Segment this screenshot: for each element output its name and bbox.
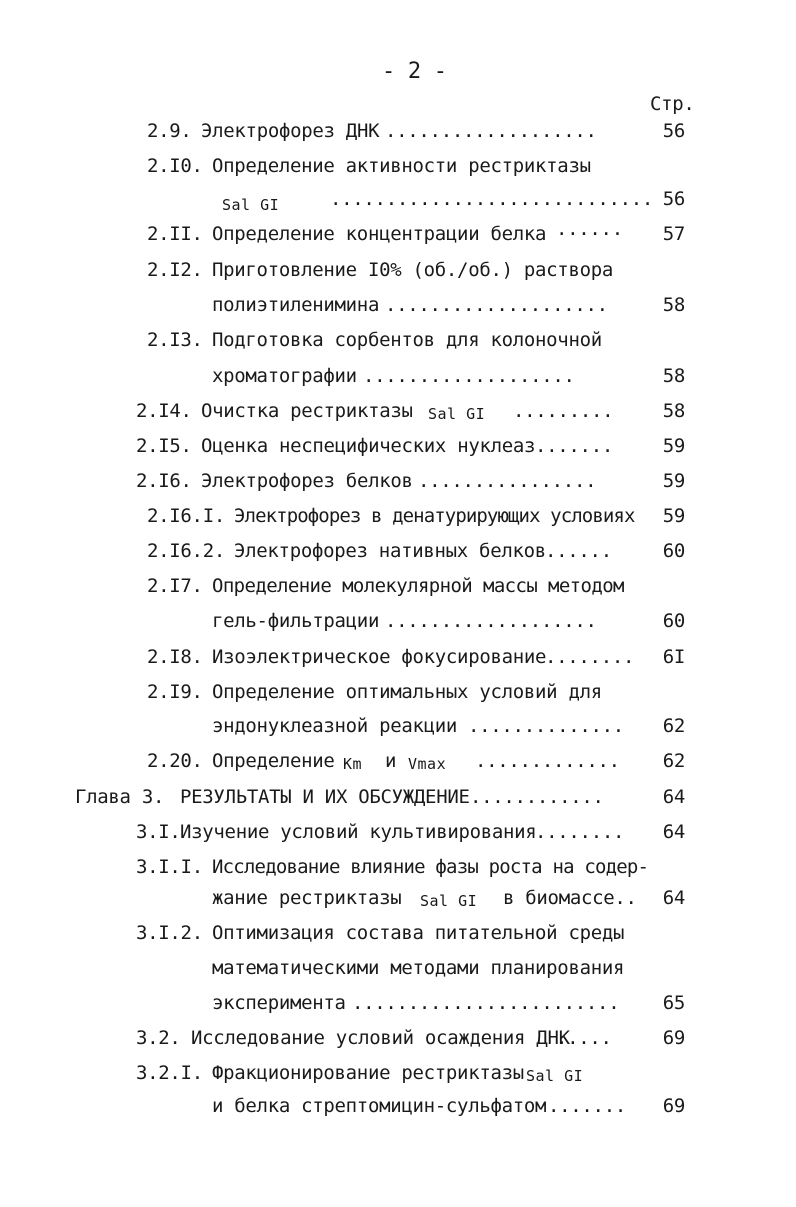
toc-entry-title: Оценка неспецифических нуклеаз: [201, 435, 536, 457]
toc-entry-page: 64: [662, 887, 685, 909]
toc-entry-title: Исследование влияние фазы роста на содер-: [212, 856, 649, 878]
toc-entry-num: 2.I6.: [136, 470, 192, 492]
chapter-label: Глава 3.: [75, 786, 165, 808]
toc-entry-num: 3.I.2.: [136, 922, 203, 944]
toc-leader-dots: ...................: [385, 120, 597, 142]
toc-entry-title: Изучение условий культивирования: [180, 821, 537, 843]
toc-entry-subtitle: Km: [343, 755, 363, 773]
toc-entry-title: и: [385, 750, 397, 772]
toc-entry-title: жание рестриктазы: [212, 887, 402, 909]
toc-entry-title: математическими методами планирования: [212, 957, 625, 979]
toc-entry-page: 56: [662, 120, 685, 142]
toc-entry-page: 69: [662, 1027, 685, 1049]
toc-entry-title: Изоэлектрическое фокусирование: [212, 646, 547, 668]
toc-entry-subtitle: Sal GI: [222, 196, 280, 214]
toc-entry-title: в биомассе..: [503, 887, 637, 909]
toc-leader-dots: ........: [545, 646, 635, 668]
toc-entry-title: гель-фильтрации: [212, 610, 380, 632]
toc-entry-subtitle: Sal GI: [526, 1067, 584, 1085]
toc-entry-num: 2.I3.: [147, 329, 203, 351]
toc-leader-dots: ......: [545, 540, 612, 562]
toc-leader-dots: .............................: [330, 188, 654, 210]
toc-entry-num: 2.I4.: [136, 400, 192, 422]
toc-leader-dots: ....................: [385, 294, 608, 316]
toc-entry-title: Фракционирование рестриктазы: [212, 1062, 524, 1084]
toc-entry-num: 2.I0.: [147, 155, 203, 177]
toc-entry-page: 58: [662, 400, 685, 422]
toc-entry-title: Определение оптимальных условий для: [212, 681, 602, 703]
toc-entry-title: Определение активности рестриктазы: [212, 155, 591, 177]
toc-entry-page: 6I: [662, 646, 685, 668]
toc-leader-dots: ............: [470, 786, 604, 808]
toc-entry-page: 64: [662, 821, 685, 843]
toc-entry-subtitle: Vmax: [408, 755, 447, 773]
page-number: - 2 -: [382, 59, 447, 84]
toc-entry-num: 2.9.: [147, 120, 192, 142]
toc-entry-title: и белка стрептомицин-сульфатом: [212, 1095, 547, 1117]
toc-entry-page: 58: [662, 294, 685, 316]
toc-leader-dots: .........: [513, 400, 614, 422]
toc-leader-dots: ........: [535, 821, 625, 843]
toc-leader-dots: ...................: [363, 365, 575, 387]
toc-entry-num: 2.I6.I.: [147, 505, 225, 527]
toc-entry-num: 2.II.: [147, 223, 203, 245]
toc-entry-num: 2.I8.: [147, 646, 203, 668]
toc-entry-page: 59: [662, 505, 685, 527]
toc-entry-title: Электрофорез ДНК: [201, 120, 380, 142]
toc-entry-page: 62: [662, 715, 685, 737]
toc-entry-title: Приготовление I0% (об./об.) раствора: [212, 259, 614, 281]
toc-entry-num: 2.I7.: [147, 575, 203, 597]
chapter-title: РЕЗУЛЬТАТЫ И ИХ ОБСУЖДЕНИЕ: [180, 786, 470, 808]
toc-entry-title: Определение концентрации белка: [212, 223, 547, 245]
toc-entry-title: Оптимизация состава питательной среды: [212, 922, 625, 944]
toc-entry-page: 56: [662, 188, 685, 210]
toc-leader-dots: .......: [548, 1095, 626, 1117]
toc-leader-dots: .......: [535, 435, 613, 457]
toc-entry-title: Подготовка сорбентов для колоночной: [212, 329, 602, 351]
toc-entry-page: 57: [662, 223, 685, 245]
toc-entry-page: 58: [662, 365, 685, 387]
toc-entry-num: 2.I9.: [147, 681, 203, 703]
toc-entry-num: 3.I.I.: [136, 856, 203, 878]
toc-entry-page: 69: [662, 1095, 685, 1117]
toc-leader-dots: .....: [556, 1027, 612, 1049]
toc-entry-title: полиэтиленимина: [212, 294, 380, 316]
toc-entry-num: 3.I.: [136, 821, 181, 843]
toc-entry-title: эксперимента: [212, 992, 346, 1014]
toc-entry-num: 2.I5.: [136, 435, 192, 457]
toc-entry-page: 59: [662, 435, 685, 457]
toc-entry-title: Определение: [212, 750, 335, 772]
toc-leader-dots: ........................: [352, 992, 620, 1014]
toc-leader-dots: ..............: [468, 715, 624, 737]
toc-entry-num: 3.2.I.: [136, 1062, 203, 1084]
toc-leader-dots: ................: [418, 470, 597, 492]
toc-leader-dots: .............: [475, 750, 620, 772]
toc-leader-dots: ...................: [385, 610, 597, 632]
toc-entry-title: хроматографии: [212, 365, 357, 387]
toc-entry-subtitle: Sal GI: [428, 405, 486, 423]
toc-entry-page: 60: [662, 540, 685, 562]
toc-entry-page: 59: [662, 470, 685, 492]
toc-entry-page: 65: [662, 992, 685, 1014]
toc-entry-title: Исследование условий осаждения ДНК: [191, 1027, 570, 1049]
toc-entry-num: 2.I6.2.: [147, 540, 225, 562]
toc-entry-title: Электрофорез белков: [201, 470, 413, 492]
column-header-page: Стр.: [650, 93, 695, 115]
toc-leader-dots: ······: [556, 223, 623, 245]
toc-entry-title: Определение молекулярной массы методом: [212, 575, 624, 597]
toc-entry-subtitle: Sal GI: [420, 892, 478, 910]
toc-entry-title: эндонуклеазной реакции: [212, 715, 458, 737]
toc-entry-page: 60: [662, 610, 685, 632]
toc-entry-num: 2.I2.: [147, 259, 203, 281]
toc-entry-num: 2.20.: [147, 750, 203, 772]
toc-entry-title: Очистка рестриктазы: [201, 400, 413, 422]
toc-entry-num: 3.2.: [136, 1027, 181, 1049]
toc-entry-title: Электрофорез нативных белков: [234, 540, 546, 562]
toc-entry-title: Электрофорез в денатурирующих условиях: [234, 505, 635, 527]
toc-entry-page: 62: [662, 750, 685, 772]
toc-entry-page: 64: [662, 786, 685, 808]
